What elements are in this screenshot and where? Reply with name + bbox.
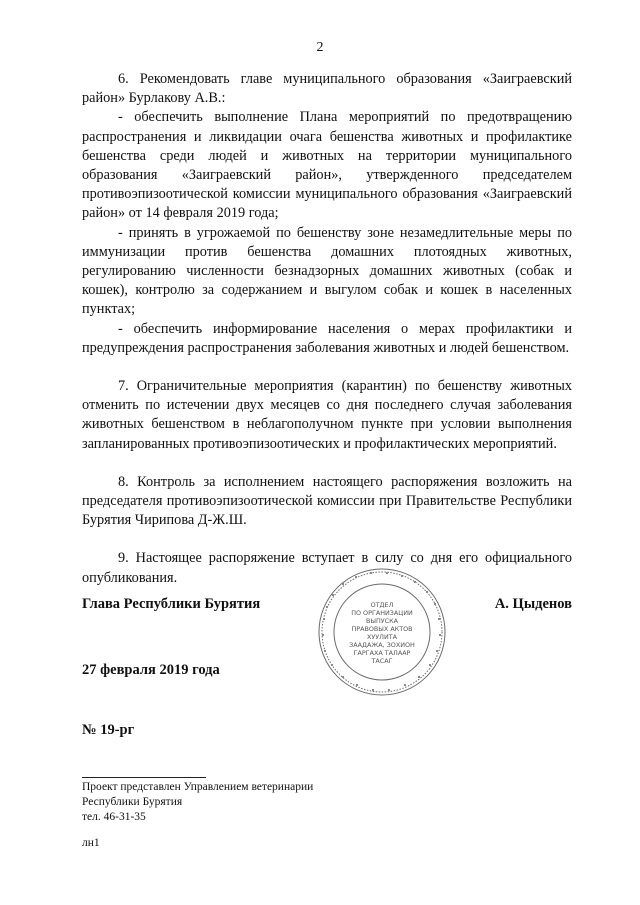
document-body bbox=[82, 70, 572, 588]
seal-line-2: ПО ОРГАНИЗАЦИИ bbox=[351, 609, 413, 617]
signatory-name: А. Цыденов bbox=[494, 596, 572, 612]
seal-line-8: ТАСАГ bbox=[371, 657, 393, 665]
document-code: лн1 bbox=[82, 837, 100, 849]
footnote-divider bbox=[82, 777, 206, 778]
paragraph-6-item-2: - принять в угрожаемой по бешенству зоне незамедлительные меры по иммунизации против бешенства домашних плотоядных животных, регулированию численности безнадзорных домашних животных (собак и кошек), контролю за содержанием и выгулом собак и кошек в населенных пунктах; bbox=[82, 224, 572, 318]
paragraph-8: 8. Контроль за исполнением настоящего распоряжения возложить на председателя противоэпизоотической комиссии при Правительстве Республики Бурятия Чирипова Д-Ж.Ш. bbox=[82, 473, 572, 529]
paragraph-6-item-1: - обеспечить выполнение Плана мероприятий по предотвращению распространения и ликвидации очага бешенства животных и профилактике бешенства среди людей и животных на территории муниципального образования «Заиграевский район», утвержденного председателем противоэпизоотической комиссии муниципального образования «Заиграевский район» от 14 февраля 2019 года; bbox=[82, 109, 572, 222]
seal-line-1: ОТДЕЛ bbox=[370, 601, 394, 609]
seal-line-7: ГАРГАХА ТАЛААР bbox=[353, 649, 411, 657]
document-number: № 19-рг bbox=[82, 722, 135, 738]
official-seal bbox=[312, 566, 452, 698]
footnote-line-1: Проект представлен Управлением ветеринарии bbox=[82, 781, 314, 793]
footnote-line-3: тел. 46-31-35 bbox=[82, 811, 146, 823]
footnote bbox=[82, 780, 313, 825]
paragraph-9: 9. Настоящее распоряжение вступает в силу со дня его официального опубликования. bbox=[82, 550, 572, 586]
document-date: 27 февраля 2019 года bbox=[82, 662, 220, 678]
seal-line-5: ХУУЛИТА bbox=[366, 633, 398, 641]
seal-line-3: ВЫПУСКА bbox=[365, 617, 399, 625]
paragraph-6: 6. Рекомендовать главе муниципального образования «Заиграевский район» Бурлакову А.В.: bbox=[82, 71, 572, 107]
signatory-title: Глава Республики Бурятия bbox=[82, 596, 261, 612]
seal-line-6: ЗААДАЖА, ЗОХИОН bbox=[349, 641, 415, 649]
paragraph-7: 7. Ограничительные мероприятия (карантин) по бешенству животных отменить по истечении двух месяцев со дня последнего случая заболевания животных бешенством в неблагополучном пункте при условии выполнения запланированных противоэпизоотических и профилактических мероприятий. bbox=[82, 378, 572, 452]
page-number: 2 bbox=[316, 40, 324, 55]
paragraph-6-item-3: - обеспечить информирование населения о мерах профилактики и предупреждения распространения заболевания животных и людей бешенством. bbox=[82, 320, 572, 356]
seal-line-4: ПРАВОВЫХ АКТОВ bbox=[351, 625, 413, 633]
footnote-line-2: Республики Бурятия bbox=[82, 796, 183, 808]
